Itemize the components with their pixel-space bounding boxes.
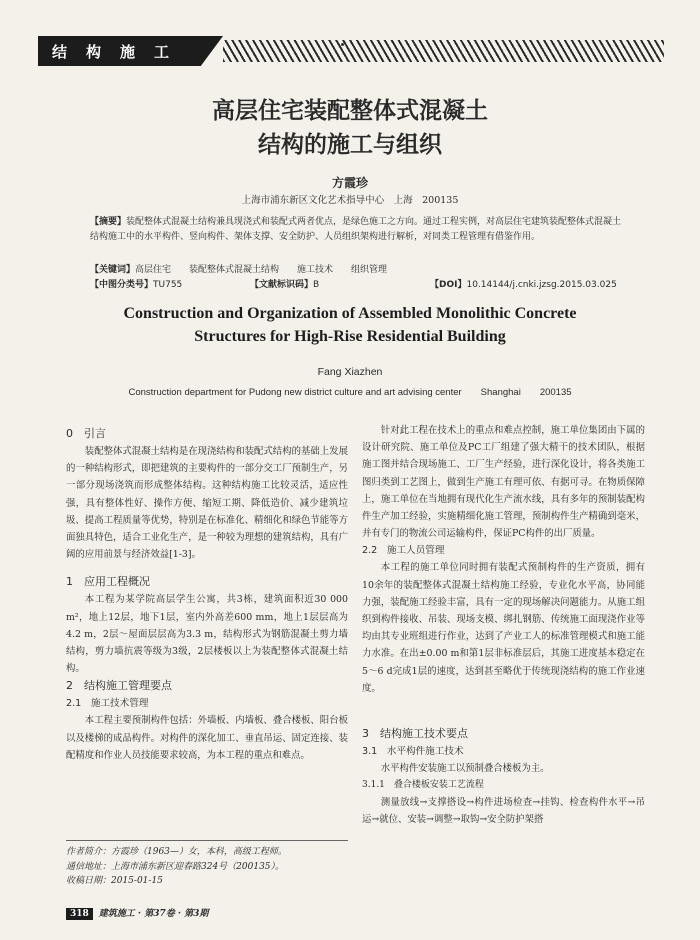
section-3-1-heading: 3.1 水平构件施工技术 [362, 746, 464, 758]
en-author: Fang Xiazhen [317, 366, 383, 378]
keywords-items: 高层住宅 装配整体式混凝土结构 施工技术 组织管理 [135, 265, 388, 275]
section-3-1-para: 水平构件安装施工以预制叠合楼板为主。 [380, 763, 550, 775]
page-number: 318 [66, 908, 93, 920]
section-banner [38, 36, 664, 66]
title-line-2: 结构的施工与组织 [258, 132, 442, 158]
left-column [66, 425, 348, 764]
author-note-bio: 作者简介：方霞珍（1963—）女，本科，高级工程师。 [66, 847, 287, 857]
abstract [90, 215, 630, 245]
section-1-para: 本工程为某学院高层学生公寓，共3栋，建筑面积近30 000 m²，地上12层，地下1层，室内外高差600 mm，地上1层层高为4.2 m，2层～屋面层层高为3.3 m，结构形式为钢筋混凝土剪力墙结构，剪力墙抗震等级为3级，2层楼板以上为装配整体式混凝土结构。 [66, 594, 348, 675]
doc-code-value: B [313, 280, 320, 290]
section-3-1-1-para: 测量放线→支撑搭设→构件进场检查→挂钩、检查构件水平→吊运→就位、安装→调整→取钩→安全防护架搭 [362, 797, 645, 826]
right-intro-para: 针对此工程在技术上的重点和难点控制，施工单位集团由下属的设计研究院、施工单位及PC工厂组建了强大精干的技术团队，根据施工图并结合现场施工、工厂生产经验，进行深化设计，将各类施工图归类到工艺图上，做到生产施工有理可依、有据可寻。在物质保障上，施工单位在当地拥有现代化生产流水线，具有多年的预制装配构件生产加工经验，实施精细化施工管理，预制构件生产精确到毫米，并有专门的物流公司运输构件，保证PC构件的出厂质量。 [362, 425, 645, 540]
author-note-address: 通信地址：上海市浦东新区迎春路324号（200135）。 [66, 861, 285, 872]
right-column [362, 422, 645, 829]
author-note [66, 840, 348, 889]
clc-value: TU755 [153, 280, 183, 290]
en-affiliation: Construction department for Pudong new district culture and art advising center Shanghai 200135 [128, 387, 572, 398]
en-title-line-2: Structures for High-Rise Residential Building [194, 328, 506, 345]
banner-label: 结构施工 [52, 43, 189, 61]
section-2-2-para: 本工程的施工单位同时拥有装配式预制构件的生产资质，拥有10余年的装配整体式混凝土结构施工经验，专业化水平高，协同能力强，装配施工经验丰富，具有一定的现场解决问题能力。从施工组织到构件接收、吊装、现场支模、绑扎钢筋、传统施工面现浇作业等均由其专业班组进行作业，达到了产业工人的标准管理模式和施工能力水准。在出±0.00 m和第1层非标准层后，其施工进度基本稳定在5～6 d完成1层的速度，达到甚至略优于传统现浇结构的施工作业速度。 [362, 562, 645, 694]
section-3-1-1-heading: 3.1.1 叠合楼板安装工艺流程 [362, 780, 484, 791]
title-line-1: 高层住宅装配整体式混凝土 [212, 98, 488, 124]
journal-info: 建筑施工 · 第37卷 · 第3期 [98, 909, 209, 919]
page-footer [66, 906, 208, 922]
section-2-2-heading: 2.2 施工人员管理 [362, 545, 445, 557]
section-0-heading: 0 引言 [66, 427, 106, 440]
section-1-heading: 1 应用工程概况 [66, 575, 150, 589]
section-0-para: 装配整体式混凝土结构是在现浇结构和装配式结构的基础上发展的一种结构形式，即把建筑的主要构件的一部分交工厂预制生产，另一部分现场浇筑而形成整体结构。这种结构施工比较灵活，适应性强，具有整体性好、操作方便、缩短工期、降低造价、减少建筑垃圾、提高工程质量等优势，特别是在标准化、精细化和绿色节能等方面独具特色，适合工业化生产，是一种较为理想的建筑结构，具有广阔的应用前景与经济效益[1-3]。 [66, 446, 348, 561]
abstract-text: 装配整体式混凝土结构兼具现浇式和装配式两者优点，是绿色施工之方向。通过工程实例，对高层住宅建筑装配整体式混凝土结构施工中的水平构件、竖向构件、架体支撑、安全防护、人员组织架构进行解析，对同类工程管理有借鉴作用。 [90, 217, 622, 242]
speck [341, 43, 344, 46]
clc [90, 277, 182, 290]
section-2-1-para: 本工程主要预制构件包括：外墙板、内墙板、叠合楼板、阳台板以及楼梯的成品构件。对构件的深化加工、垂直吊运、固定连接、装配精度和作业人员技能要求较高，为本工程的重点和难点。 [66, 715, 348, 761]
author-note-received: 收稿日期：2015-01-15 [66, 876, 163, 886]
section-3-heading: 3 结构施工技术要点 [362, 727, 468, 741]
doi [430, 277, 617, 290]
doc-code [250, 277, 319, 290]
en-title-line-1: Construction and Organization of Assembled Monolithic Concrete [123, 305, 577, 322]
section-2-heading: 2 结构施工管理要点 [66, 679, 172, 693]
banner-hatch [223, 40, 664, 62]
abstract-label: 【摘要】 [90, 217, 127, 227]
clc-label: 【中图分类号】 [90, 280, 154, 290]
doi-value: 10.14144/j.cnki.jzsg.2015.03.025 [466, 280, 617, 290]
section-2-1-heading: 2.1 施工技术管理 [66, 698, 149, 710]
keywords [90, 262, 387, 275]
author: 方霞珍 [331, 176, 368, 190]
doi-label: 【DOI】 [430, 280, 467, 290]
keywords-label: 【关键词】 [90, 265, 136, 275]
affiliation: 上海市浦东新区文化艺术指导中心 上海 200135 [241, 195, 459, 206]
doc-code-label: 【文献标识码】 [250, 280, 314, 290]
